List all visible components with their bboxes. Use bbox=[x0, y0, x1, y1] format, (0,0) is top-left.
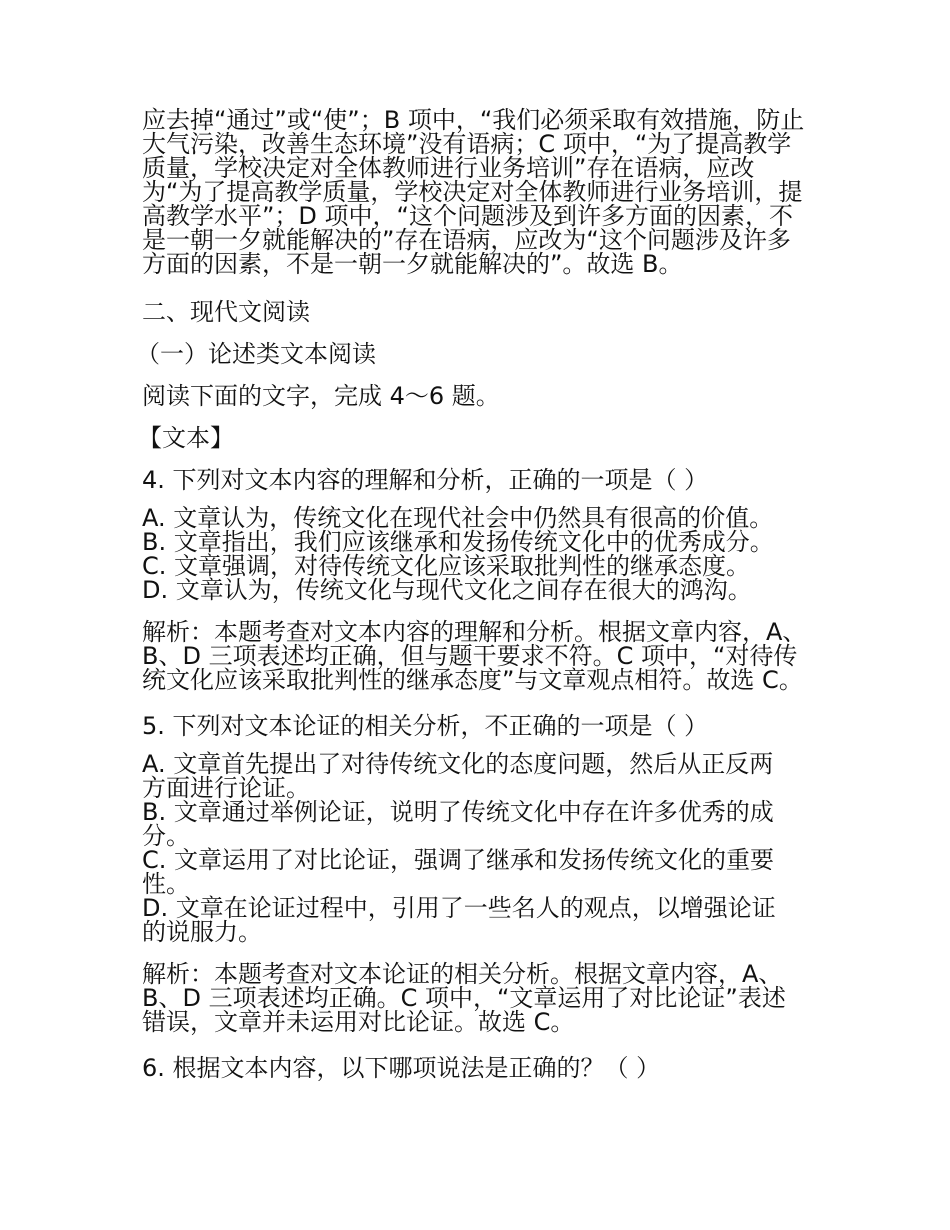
option-b: B. 文章指出，我们应该继承和发扬传统文化中的优秀成分。 bbox=[142, 528, 774, 556]
question-4 bbox=[142, 466, 814, 692]
text-label: 【文本】 bbox=[138, 424, 234, 452]
question-stem: 5. 下列对文本论证的相关分析，不正确的一项是（ ） bbox=[142, 712, 709, 740]
option-c: C. 文章运用了对比论证，强调了继承和发扬传统文化的重要性。 bbox=[142, 846, 775, 898]
question-6 bbox=[142, 1054, 814, 1082]
option-c: C. 文章强调，对待传统文化应该采取批判性的继承态度。 bbox=[142, 552, 751, 580]
option-a: A. 文章首先提出了对待传统文化的态度问题，然后从正反两方面进行论证。 bbox=[142, 750, 774, 802]
question-stem: 4. 下列对文本内容的理解和分析，正确的一项是（ ） bbox=[142, 466, 709, 494]
options-list bbox=[142, 752, 794, 944]
question-analysis: 解析：本题考查对文本论证的相关分析。根据文章内容，A、B、D 三项表述均正确。C 项中，“文章运用了对比论证”表述错误，文章并未运用对比论证。故选 C。 bbox=[142, 960, 786, 1036]
section-title: 二、现代文阅读 bbox=[142, 298, 310, 326]
subsection-title: （一）论述类文本阅读 bbox=[136, 340, 376, 368]
document-page bbox=[136, 106, 814, 1082]
options-list bbox=[142, 506, 814, 602]
option-d: D. 文章认为，传统文化与现代文化之间存在很大的鸿沟。 bbox=[142, 576, 752, 604]
question-analysis: 解析：本题考查对文本内容的理解和分析。根据文章内容，A、B、D 三项表述均正确，但与题干要求不符。C 项中，“对待传统文化应该采取批判性的继承态度”与文章观点相符。故选 C。 bbox=[142, 618, 807, 694]
question-stem: 6. 根据文本内容，以下哪项说法是正确的？（ ） bbox=[142, 1054, 661, 1082]
option-b: B. 文章通过举例论证，说明了传统文化中存在许多优秀的成分。 bbox=[142, 798, 774, 850]
option-a: A. 文章认为，传统文化在现代社会中仍然具有很高的价值。 bbox=[142, 504, 774, 532]
question-5 bbox=[142, 712, 814, 1034]
answer-explanation-q3: 应去掉“通过”或“使”；B 项中，“我们必须采取有效措施，防止大气污染，改善生态环境”没有语病；C 项中，“为了提高教学质量，学校决定对全体教师进行业务培训”存在语病，应改为“为了提高教学质量，学校决定对全体教师进行业务培训，提高教学水平”；D 项中，“这个问题涉及到许多方面的因素，不是一朝一夕就能解决的”存在语病，应改为“这个问题涉及许多方面的因素，不是一朝一夕就能解决的”。故选 B。 bbox=[142, 106, 805, 278]
option-d: D. 文章在论证过程中，引用了一些名人的观点，以增强论证的说服力。 bbox=[142, 894, 776, 946]
reading-instruction: 阅读下面的文字，完成 4～6 题。 bbox=[142, 382, 500, 410]
